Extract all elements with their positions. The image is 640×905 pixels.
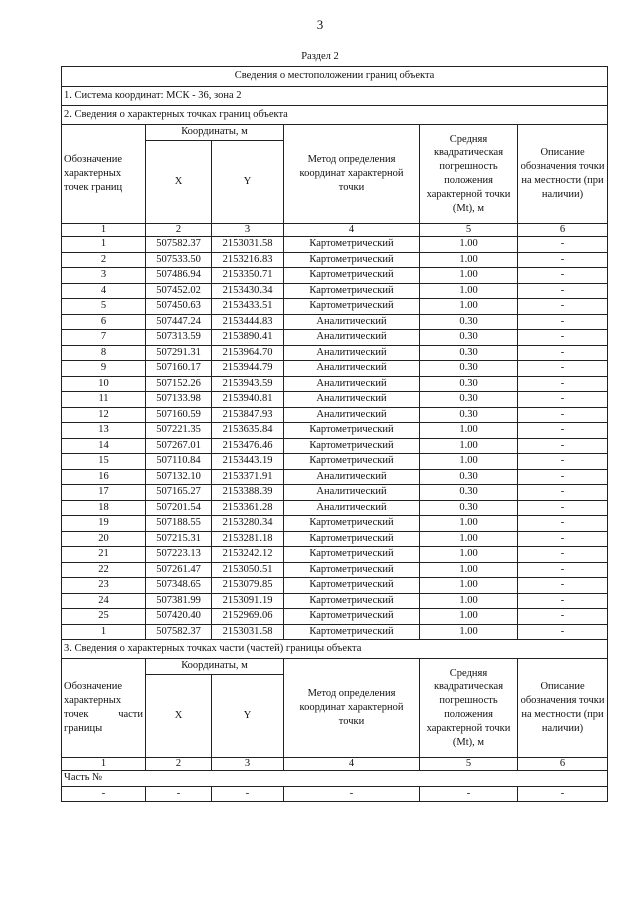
table-cell: 507133.98	[146, 392, 212, 408]
table-row	[62, 578, 608, 594]
table-cell: 0.30	[420, 376, 518, 392]
section-label: Раздел 2	[301, 51, 339, 62]
table-cell: Картометрический	[284, 268, 420, 284]
table-cell: Картометрический	[284, 593, 420, 609]
table-cell: 7	[62, 330, 146, 346]
table-cell: 11	[62, 392, 146, 408]
table-cell: 6	[62, 314, 146, 330]
table-cell: Аналитический	[284, 500, 420, 516]
table-cell: Картометрический	[284, 547, 420, 563]
table-cell: 507261.47	[146, 562, 212, 578]
table-cell: 2153361.28	[212, 500, 284, 516]
table-title: Сведения о местоположении границ объекта	[62, 67, 608, 87]
table-cell: 12	[62, 407, 146, 423]
table-cell: 9	[62, 361, 146, 377]
table-cell: 507160.59	[146, 407, 212, 423]
table-cell: -	[518, 454, 608, 470]
table-cell: -	[518, 345, 608, 361]
table-cell: 19	[62, 516, 146, 532]
table-cell: Картометрический	[284, 237, 420, 253]
table-row	[62, 423, 608, 439]
table-cell: -	[420, 786, 518, 802]
table-row	[62, 237, 608, 253]
table-row	[62, 547, 608, 563]
table-cell: 1.00	[420, 531, 518, 547]
header-coordinates: Координаты, м	[146, 125, 284, 141]
table-cell: 507152.26	[146, 376, 212, 392]
table-cell: 507188.55	[146, 516, 212, 532]
table-cell: 0.30	[420, 392, 518, 408]
col-number: 6	[518, 224, 608, 237]
table-cell: 0.30	[420, 345, 518, 361]
table-cell: -	[518, 609, 608, 625]
col-number: 4	[284, 758, 420, 771]
table-cell: Картометрический	[284, 423, 420, 439]
table-cell: Аналитический	[284, 345, 420, 361]
table-row	[62, 252, 608, 268]
table-cell: 2153280.34	[212, 516, 284, 532]
table-cell: 2153635.84	[212, 423, 284, 439]
table-cell: 16	[62, 469, 146, 485]
table-cell: -	[518, 268, 608, 284]
table-cell: Картометрический	[284, 562, 420, 578]
section2-title: 2. Сведения о характерных точках границ объекта	[62, 106, 608, 125]
table-cell: 1.00	[420, 578, 518, 594]
table-cell: -	[518, 423, 608, 439]
table-cell: 1.00	[420, 237, 518, 253]
table-cell: 0.30	[420, 469, 518, 485]
page-number: 3	[316, 17, 324, 32]
table-cell: -	[146, 786, 212, 802]
table-cell: 0.30	[420, 500, 518, 516]
table-cell: 2153350.71	[212, 268, 284, 284]
boundary-table	[61, 66, 608, 802]
table-row	[62, 438, 608, 454]
table-row	[62, 454, 608, 470]
section3-title: 3. Сведения о характерных точках части (частей) границы объекта	[62, 640, 608, 659]
table-row	[62, 376, 608, 392]
table-cell: 507486.94	[146, 268, 212, 284]
table-cell: -	[518, 786, 608, 802]
table-cell: 507452.02	[146, 283, 212, 299]
table-cell: 1.00	[420, 423, 518, 439]
table-row	[62, 361, 608, 377]
header-point-designation-part: Обозначение характерных точек части границы	[62, 659, 146, 758]
table-cell: 507221.35	[146, 423, 212, 439]
table-cell: 2153444.83	[212, 314, 284, 330]
table-row	[62, 268, 608, 284]
col-number: 4	[284, 224, 420, 237]
table-cell: 2153890.41	[212, 330, 284, 346]
table-cell: 2153371.91	[212, 469, 284, 485]
table-row	[62, 609, 608, 625]
table-cell: 2153847.93	[212, 407, 284, 423]
table-cell: 2153031.58	[212, 237, 284, 253]
table-cell: Картометрический	[284, 454, 420, 470]
header-x-part: X	[146, 674, 212, 757]
table-cell: 1.00	[420, 593, 518, 609]
table-cell: 1.00	[420, 299, 518, 315]
table-cell: Картометрический	[284, 578, 420, 594]
table-cell: 0.30	[420, 330, 518, 346]
table-row	[62, 330, 608, 346]
table-cell: 2153940.81	[212, 392, 284, 408]
table-row	[62, 283, 608, 299]
table-cell: -	[62, 786, 146, 802]
table-cell: 2153216.83	[212, 252, 284, 268]
table-cell: 13	[62, 423, 146, 439]
table-cell: Аналитический	[284, 469, 420, 485]
table-cell: 507582.37	[146, 624, 212, 640]
table-row	[62, 485, 608, 501]
part-label: Часть №	[62, 771, 608, 787]
coord-system: 1. Система координат: МСК - 36, зона 2	[62, 87, 608, 106]
col-number: 1	[62, 758, 146, 771]
table-row	[62, 407, 608, 423]
table-cell: 2153091.19	[212, 593, 284, 609]
table-cell: 2153050.51	[212, 562, 284, 578]
points-rows	[62, 237, 608, 640]
table-cell: Аналитический	[284, 376, 420, 392]
table-cell: 2153964.70	[212, 345, 284, 361]
table-cell: 2153388.39	[212, 485, 284, 501]
table-cell: 2	[62, 252, 146, 268]
header-coordinates-part: Координаты, м	[146, 659, 284, 675]
header-point-designation: Обозначение характерных точек границ	[62, 125, 146, 224]
table-cell: 4	[62, 283, 146, 299]
table-cell: 5	[62, 299, 146, 315]
table-row	[62, 624, 608, 640]
table-cell: 2153281.18	[212, 531, 284, 547]
table-row	[62, 299, 608, 315]
table-cell: Аналитический	[284, 407, 420, 423]
table-cell: 1.00	[420, 609, 518, 625]
table-cell: 1.00	[420, 438, 518, 454]
table-cell: 2153242.12	[212, 547, 284, 563]
table-cell: 0.30	[420, 314, 518, 330]
table-cell: -	[518, 252, 608, 268]
header-error: Средняя квадратическая погрешность положения характерной точки (Mt), м	[420, 125, 518, 224]
table-cell: Аналитический	[284, 485, 420, 501]
table-cell: 507313.59	[146, 330, 212, 346]
col-number: 3	[212, 758, 284, 771]
table-cell: -	[518, 562, 608, 578]
table-cell: 0.30	[420, 407, 518, 423]
table-cell: 507348.65	[146, 578, 212, 594]
table-cell: Картометрический	[284, 609, 420, 625]
col-number: 5	[420, 758, 518, 771]
table-cell: 25	[62, 609, 146, 625]
table-row	[62, 314, 608, 330]
table-cell: -	[518, 485, 608, 501]
table-cell: -	[518, 531, 608, 547]
table-cell: 1.00	[420, 268, 518, 284]
col-number: 5	[420, 224, 518, 237]
table-cell: -	[518, 361, 608, 377]
table-cell: 23	[62, 578, 146, 594]
table-cell: 1.00	[420, 624, 518, 640]
table-cell: Картометрический	[284, 531, 420, 547]
table-cell: 507533.50	[146, 252, 212, 268]
table-cell: 2152969.06	[212, 609, 284, 625]
table-cell: 8	[62, 345, 146, 361]
table-cell: -	[518, 438, 608, 454]
table-cell: 14	[62, 438, 146, 454]
table-cell: Картометрический	[284, 624, 420, 640]
table-cell: 2153944.79	[212, 361, 284, 377]
table-cell: 1.00	[420, 454, 518, 470]
table-cell: -	[284, 786, 420, 802]
table-cell: -	[518, 392, 608, 408]
table-cell: 0.30	[420, 485, 518, 501]
table-cell: -	[518, 376, 608, 392]
table-cell: Аналитический	[284, 361, 420, 377]
table-cell: 20	[62, 531, 146, 547]
table-cell: 1.00	[420, 562, 518, 578]
table-cell: 24	[62, 593, 146, 609]
table-cell: -	[518, 237, 608, 253]
table-cell: 507267.01	[146, 438, 212, 454]
table-cell: -	[518, 593, 608, 609]
table-cell: -	[518, 407, 608, 423]
table-cell: 507447.24	[146, 314, 212, 330]
table-cell: 1.00	[420, 516, 518, 532]
table-row	[62, 562, 608, 578]
table-cell: -	[212, 786, 284, 802]
table-cell: 21	[62, 547, 146, 563]
col-number: 3	[212, 224, 284, 237]
table-cell: 17	[62, 485, 146, 501]
table-cell: 2153031.58	[212, 624, 284, 640]
table-cell: 3	[62, 268, 146, 284]
table-cell: 2153443.19	[212, 454, 284, 470]
col-number: 1	[62, 224, 146, 237]
table-cell: -	[518, 516, 608, 532]
table-row	[62, 392, 608, 408]
table-cell: -	[518, 500, 608, 516]
table-cell: Картометрический	[284, 283, 420, 299]
table-cell: Аналитический	[284, 392, 420, 408]
table-cell: 2153943.59	[212, 376, 284, 392]
header-description: Описание обозначения точки на местности (при наличии)	[518, 125, 608, 224]
table-cell: Картометрический	[284, 438, 420, 454]
table-cell: 507582.37	[146, 237, 212, 253]
table-cell: -	[518, 314, 608, 330]
col-number: 6	[518, 758, 608, 771]
header-description-part: Описание обозначения точки на местности (при наличии)	[518, 659, 608, 758]
table-cell: -	[518, 578, 608, 594]
table-cell: 507215.31	[146, 531, 212, 547]
col-number: 2	[146, 224, 212, 237]
table-cell: 507223.13	[146, 547, 212, 563]
table-cell: 507160.17	[146, 361, 212, 377]
table-cell: 10	[62, 376, 146, 392]
table-cell: Картометрический	[284, 252, 420, 268]
table-row	[62, 531, 608, 547]
table-cell: 507132.10	[146, 469, 212, 485]
table-cell: -	[518, 624, 608, 640]
header-error-part: Средняя квадратическая погрешность положения характерной точки (Mt), м	[420, 659, 518, 758]
header-y: Y	[212, 140, 284, 223]
table-cell: 507110.84	[146, 454, 212, 470]
header-y-part: Y	[212, 674, 284, 757]
table-cell: 507165.27	[146, 485, 212, 501]
part-rows	[62, 786, 608, 802]
table-cell: -	[518, 469, 608, 485]
table-row	[62, 345, 608, 361]
header-method: Метод определения координат характерной точки	[284, 125, 420, 224]
table-row	[62, 500, 608, 516]
table-cell: -	[518, 283, 608, 299]
table-cell: 2153476.46	[212, 438, 284, 454]
table-cell: 1.00	[420, 283, 518, 299]
table-cell: Аналитический	[284, 314, 420, 330]
table-row	[62, 516, 608, 532]
table-cell: 22	[62, 562, 146, 578]
table-cell: 2153079.85	[212, 578, 284, 594]
table-cell: -	[518, 330, 608, 346]
table-cell: -	[518, 547, 608, 563]
table-cell: Аналитический	[284, 330, 420, 346]
table-cell: 507450.63	[146, 299, 212, 315]
table-cell: 507201.54	[146, 500, 212, 516]
table-cell: 15	[62, 454, 146, 470]
table-cell: Картометрический	[284, 299, 420, 315]
table-cell: 2153430.34	[212, 283, 284, 299]
table-cell: 18	[62, 500, 146, 516]
header-x: X	[146, 140, 212, 223]
table-cell: 1	[62, 624, 146, 640]
table-cell: 507291.31	[146, 345, 212, 361]
table-cell: 0.30	[420, 361, 518, 377]
table-cell: -	[518, 299, 608, 315]
table-cell: 507381.99	[146, 593, 212, 609]
table-cell: 1.00	[420, 547, 518, 563]
table-cell: 507420.40	[146, 609, 212, 625]
table-cell: 1.00	[420, 252, 518, 268]
table-cell: 1	[62, 237, 146, 253]
table-row	[62, 786, 608, 802]
header-method-part: Метод определения координат характерной точки	[284, 659, 420, 758]
col-number: 2	[146, 758, 212, 771]
table-row	[62, 469, 608, 485]
table-cell: 2153433.51	[212, 299, 284, 315]
table-cell: Картометрический	[284, 516, 420, 532]
table-row	[62, 593, 608, 609]
